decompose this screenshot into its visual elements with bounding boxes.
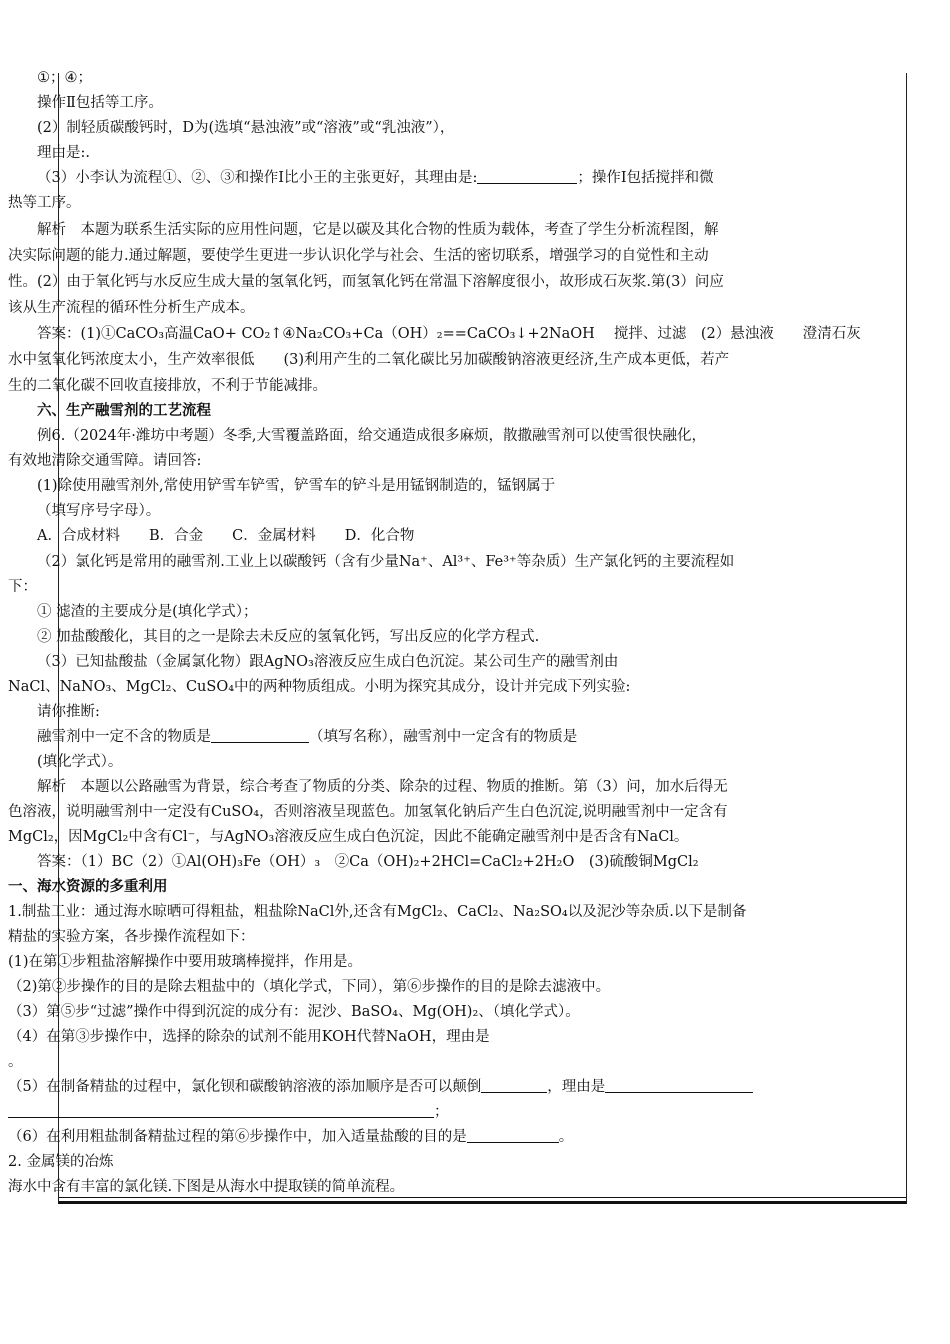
text-line <box>8 926 255 948</box>
line-text: （6）在利用粗盐制备精盐过程的第⑥步操作中，加入适量盐酸的目的是 <box>8 1129 467 1145</box>
fill-in-blank[interactable] <box>211 726 309 743</box>
text-line <box>8 1101 449 1123</box>
text-line <box>8 1076 753 1098</box>
text-line <box>37 525 414 547</box>
text-line <box>37 219 719 241</box>
line-text: ； <box>434 1104 449 1120</box>
line-text: 解析 本题以公路融雪为背景，综合考查了物质的分类、除杂的过程、物质的推断。第（3）问，加水后得无 <box>37 779 728 795</box>
text-line <box>8 1176 404 1198</box>
line-text: 答案：（1）BC（2）①Al(OH)₃Fe（OH）₃ ②Ca（OH)₂+2HCl=CaCl₂+2H₂O (3)硫酸铜MgCl₂ <box>37 854 699 870</box>
text-line <box>8 271 724 293</box>
line-text: （2)第②步操作的目的是除去粗盐中的（填化学式，下同），第⑥步操作的目的是除去滤液中。 <box>8 979 611 995</box>
section-heading <box>8 876 168 898</box>
line-text: (1)在第①步粗盐溶解操作中要用玻璃棒搅拌，作用是。 <box>8 954 363 970</box>
text-line <box>37 500 160 522</box>
text-line <box>37 67 92 89</box>
line-text: 解析 本题为联系生活实际的应用性问题，它是以碳及其化合物的性质为载体，考查了学生分析流程图，解 <box>37 222 719 238</box>
text-line <box>37 601 258 623</box>
text-line <box>37 167 714 189</box>
line-text: 答案：(1)①CaCO₃高温CaO+ CO₂↑④Na₂CO₃+Ca（OH）₂==CaCO₃↓+2NaOH 搅拌、过滤 (2）悬浊液 澄清石灰 <box>37 326 861 342</box>
line-text: MgCl₂，因MgCl₂中含有Cl⁻，与AgNO₃溶液反应生成白色沉淀，因此不能确定融雪剂中是否含有NaCl。 <box>8 829 689 845</box>
line-text: (2）制轻质碳酸钙时，D为(选填“悬浊液”或“溶液”或“乳浊液”）， <box>37 120 455 136</box>
text-line <box>37 425 706 447</box>
line-text: （3）小李认为流程①、②、③和操作Ⅰ比小王的主张更好，其理由是: <box>37 170 478 186</box>
fill-in-blank[interactable] <box>477 167 577 184</box>
line-text: （填写序号字母）。 <box>37 503 161 519</box>
line-text: 水中氢氧化钙浓度太小，生产效率很低 (3)利用产生的二氧化碳比另加碳酸钠溶液更经济,生产成本更低，若产 <box>8 352 730 368</box>
line-text: 1.制盐工业：通过海水晾晒可得粗盐，粗盐除NaCl外,还含有MgCl₂、CaCl₂、Na₂SO₄以及泥沙等杂质.以下是制备 <box>8 904 747 920</box>
line-text: 请你推断: <box>37 704 100 720</box>
line-text: 生的二氧化碳不回收直接排放，不利于节能减排。 <box>8 378 327 394</box>
line-text: （5）在制备精盐的过程中，氯化钡和碳酸钠溶液的添加顺序是否可以颠倒 <box>8 1079 482 1095</box>
line-text: 性。(2）由于氧化钙与水反应生成大量的氢氧化钙，而氢氧化钙在常温下溶解度很小，故形成石灰浆.第(3）问应 <box>8 274 724 290</box>
text-line <box>8 245 709 267</box>
text-line <box>8 951 362 973</box>
line-text: 。 <box>8 1054 23 1070</box>
line-text: 决实际问题的能力.通过解题，要使学生更进一步认识化学与社会、生活的密切联系，增强学习的自觉性和主动 <box>8 248 709 264</box>
text-line <box>37 751 122 773</box>
text-line <box>8 576 37 598</box>
line-text: （2）氯化钙是常用的融雪剂.工业上以碳酸钙（含有少量Na⁺、Al³⁺、Fe³⁺等杂质）生产氯化钙的主要流程如 <box>37 554 735 570</box>
text-line <box>8 1151 113 1173</box>
line-text: 下： <box>8 579 37 595</box>
text-line <box>37 117 454 139</box>
line-text: 。 <box>558 1129 574 1145</box>
text-line <box>37 776 728 798</box>
fill-in-blank[interactable] <box>467 1126 559 1143</box>
line-text: （填写名称），融雪剂中一定含有的物质是 <box>309 729 578 745</box>
text-line <box>37 701 100 723</box>
text-line <box>37 475 555 497</box>
text-line <box>8 192 81 214</box>
line-text: 热等工序。 <box>8 195 81 211</box>
text-line <box>8 801 728 823</box>
text-line <box>37 626 539 648</box>
text-line <box>8 1126 573 1148</box>
text-line <box>8 901 746 923</box>
line-text: 融雪剂中一定不含的物质是 <box>37 729 211 745</box>
text-line <box>8 826 688 848</box>
text-line <box>8 1026 490 1048</box>
text-line <box>8 976 610 998</box>
fill-in-blank[interactable] <box>481 1076 547 1093</box>
line-text: 海水中含有丰富的氯化镁.下图是从海水中提取镁的简单流程。 <box>8 1179 405 1195</box>
line-text: 有效地清除交通雪障。请回答: <box>8 453 202 469</box>
line-text: ；操作Ⅰ包括搅拌和微 <box>577 170 714 186</box>
line-text: 该从生产流程的循环性分析生产成本。 <box>8 300 255 316</box>
text-line <box>37 142 90 164</box>
text-line <box>37 551 734 573</box>
fill-in-blank[interactable] <box>8 1101 434 1118</box>
line-text: （4）在第③步操作中，选择的除杂的试剂不能用KOH代替NaOH，理由是 <box>8 1029 490 1045</box>
line-text: （3）已知盐酸盐（金属氯化物）跟AgNO₃溶液反应生成白色沉淀。某公司生产的融雪剂由 <box>37 654 619 670</box>
text-line <box>37 851 699 873</box>
line-text: （3）第⑤步“过滤”操作中得到沉淀的成分有：泥沙、BaSO₄、Mg(OH)₂、（填化学式）。 <box>8 1004 580 1020</box>
text-line <box>8 349 729 371</box>
line-text: 六、生产融雪剂的工艺流程 <box>37 402 211 419</box>
line-text: 2. 金属镁的冶炼 <box>8 1154 114 1170</box>
line-text: 理由是:. <box>37 145 90 161</box>
line-text: 一、海水资源的多重利用 <box>8 878 168 895</box>
line-text: NaCl、NaNO₃、MgCl₂、CuSO₄中的两种物质组成。小明为探究其成分，设计并完成下列实验: <box>8 679 631 695</box>
line-text: ，理由是 <box>547 1079 606 1095</box>
line-text: 色溶液，说明融雪剂中一定没有CuSO₄，否则溶液呈现蓝色。加氢氧化钠后产生白色沉淀,说明融雪剂中一定含有 <box>8 804 728 820</box>
text-line <box>37 726 577 748</box>
text-line <box>37 323 861 345</box>
line-text: 操作Ⅱ包括等工序。 <box>37 95 163 111</box>
section-heading <box>37 400 211 422</box>
text-line <box>8 676 630 698</box>
text-line <box>8 375 327 397</box>
line-text: ② 加盐酸酸化，其目的之一是除去未反应的氢氧化钙，写出反应的化学方程式. <box>37 629 540 645</box>
text-line <box>8 297 255 319</box>
line-text: (填化学式）。 <box>37 754 123 770</box>
line-text: ① 滤渣的主要成分是(填化学式）； <box>37 604 258 620</box>
line-text: A．合成材料 B．合金 C．金属材料 D．化合物 <box>37 528 415 544</box>
text-line <box>8 450 201 472</box>
text-line <box>37 651 618 673</box>
text-line <box>8 1001 580 1023</box>
line-text: ①；④； <box>37 70 92 86</box>
fill-in-blank[interactable] <box>605 1076 753 1093</box>
text-line <box>37 92 163 114</box>
text-line <box>8 1051 23 1073</box>
line-text: 精盐的实验方案，各步操作流程如下： <box>8 929 255 945</box>
line-text: 例6.（2024年·潍坊中考题）冬季,大雪覆盖路面，给交通造成很多麻烦，散撒融雪剂可以使雪很快融化， <box>37 428 706 444</box>
line-text: (1)除使用融雪剂外,常使用铲雪车铲雪，铲雪车的铲斗是用锰钢制造的，锰钢属于 <box>37 478 556 494</box>
